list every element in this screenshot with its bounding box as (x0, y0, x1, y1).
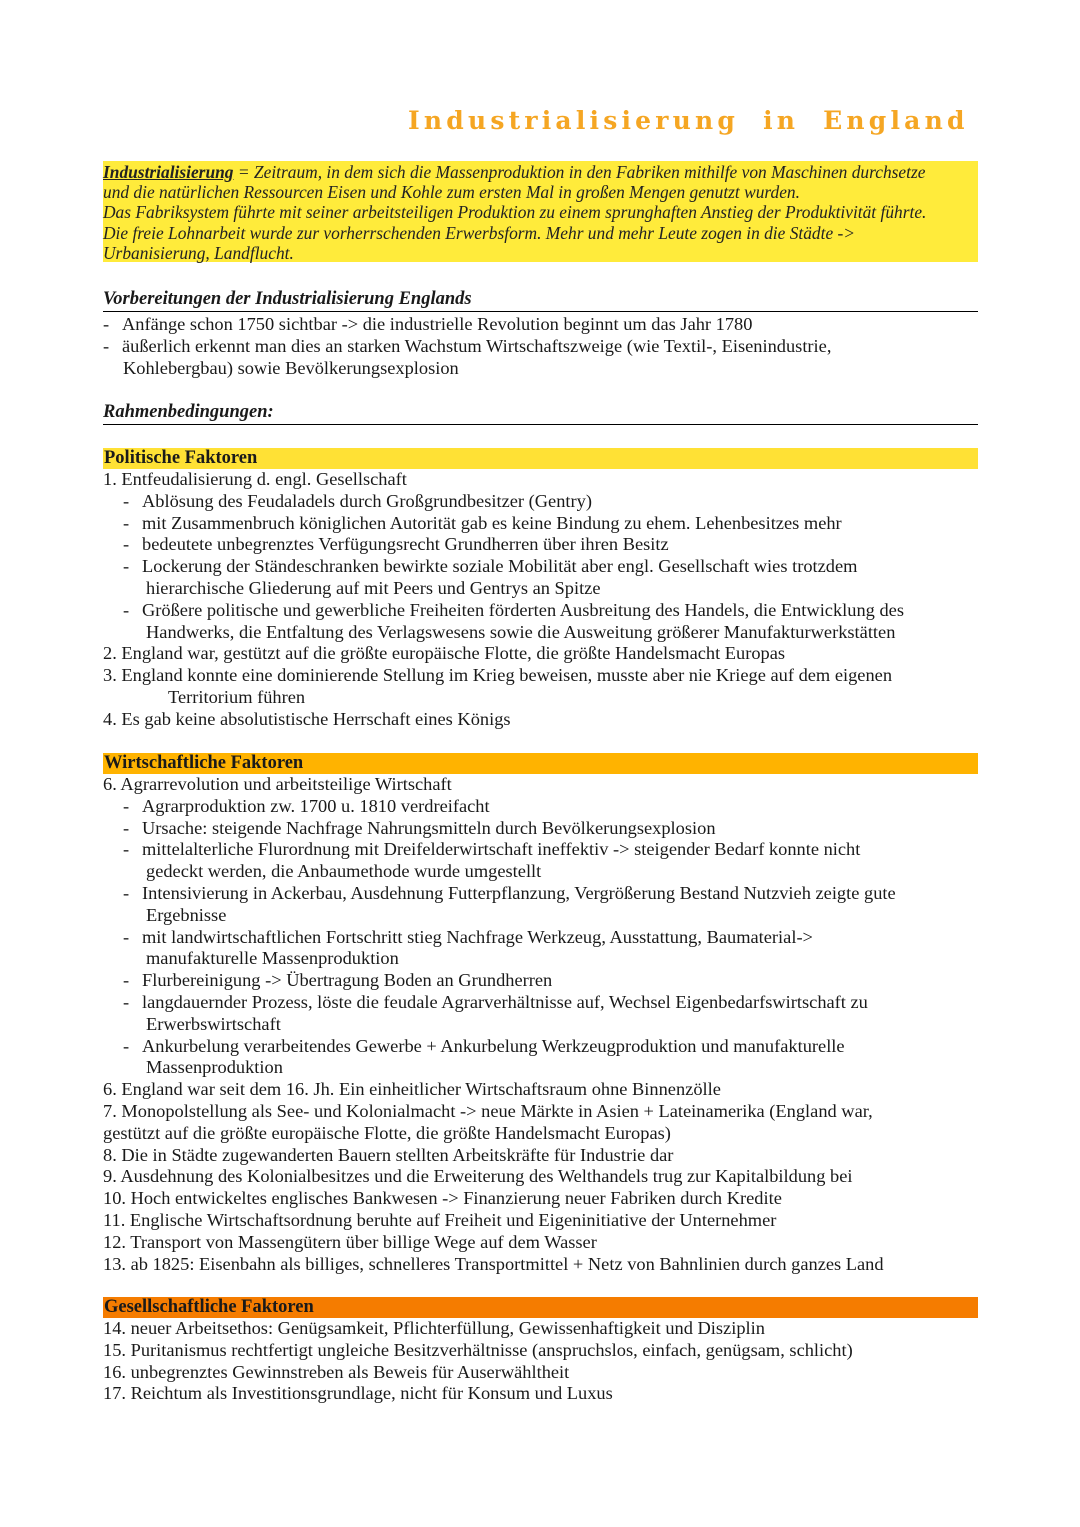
list-item-continuation: Ergebnisse (146, 904, 227, 925)
bullet-dash: - (123, 795, 130, 816)
numbered-item: 16. unbegrenztes Gewinnstreben als Beweis für Auserwähltheit (103, 1361, 570, 1382)
list-item-text: Flurbereinigung -> Übertragung Boden an Grundherren (142, 970, 553, 991)
numbered-item: 10. Hoch entwickeltes englisches Bankwesen -> Finanzierung neuer Fabriken durch Kredite (103, 1188, 782, 1209)
gesellschaftliche-faktoren-heading: Gesellschaftliche Faktoren (103, 1297, 978, 1318)
bullet-dash: - (123, 512, 130, 533)
bullet-dash: - (123, 882, 130, 903)
list-item (103, 491, 983, 513)
list-item (103, 314, 983, 336)
list-item (103, 336, 983, 358)
list-item-text: äußerlich erkennt man dies an starken Wachstum Wirtschaftszweige (wie Textil-, Eisenindustrie, (122, 335, 832, 356)
list-item-continuation: manufakturelle Massenproduktion (146, 948, 399, 969)
list-item-text: Ablösung des Feudaladels durch Großgrundbesitzer (Gentry) (142, 490, 592, 511)
bullet-dash: - (103, 314, 110, 334)
section-heading-rahmen: Rahmenbedingungen: (103, 401, 978, 425)
definition-line (103, 162, 978, 182)
list-item-text: Ursache: steigende Nachfrage Nahrungsmitteln durch Bevölkerungsexplosion (142, 817, 716, 838)
numbered-item: 6. England war seit dem 16. Jh. Ein einheitlicher Wirtschaftsraum ohne Binnenzölle (103, 1079, 721, 1100)
numbered-item: 1. Entfeudalisierung d. engl. Gesellschaft (103, 469, 407, 489)
bullet-dash: - (123, 599, 130, 620)
list-item-continuation: Territorium führen (168, 686, 306, 707)
bullet-dash: - (103, 335, 110, 356)
politische-faktoren-list (103, 469, 983, 731)
bullet-dash: - (123, 817, 130, 838)
list-item (103, 818, 983, 840)
bullet-dash: - (123, 534, 130, 555)
wirtschaftliche-faktoren-list (103, 774, 983, 1275)
list-item-text: Agrarproduktion zw. 1700 u. 1810 verdreifacht (142, 795, 490, 816)
list-item-text: mit landwirtschaftlichen Fortschritt stieg Nachfrage Werkzeug, Ausstattung, Baumaterial-> (142, 926, 813, 947)
title-word-1: Industrialisierung (408, 106, 740, 135)
bullet-dash: - (123, 991, 130, 1012)
list-item-continuation: hierarchische Gliederung auf mit Peers und Gentrys an Spitze (146, 577, 601, 598)
list-item (103, 556, 983, 578)
numbered-item: 13. ab 1825: Eisenbahn als billiges, schnelleres Transportmittel + Netz von Bahnlinien durch ganzes Land (103, 1253, 884, 1274)
list-item-text: Lockerung der Ständeschranken bewirkte soziale Mobilität aber engl. Gesellschaft wies trotzdem (142, 556, 858, 577)
numbered-item: 6. Agrarrevolution und arbeitsteilige Wirtschaft (103, 774, 452, 794)
definition-line: Urbanisierung, Landflucht. (103, 242, 294, 263)
list-item-text: mit Zusammenbruch königlichen Autorität gab es keine Bindung zu ehem. Lehenbesitzes mehr (142, 512, 842, 533)
list-item-text: Größere politische und gewerbliche Freiheiten förderten Ausbreitung des Handels, die Entwicklung des (142, 599, 904, 620)
numbered-item: 14. neuer Arbeitsethos: Genügsamkeit, Pflichterfüllung, Gewissenhaftigkeit und Disziplin (103, 1318, 765, 1338)
definition-box (103, 161, 978, 262)
list-item-text: mittelalterliche Flurordnung mit Dreifelderwirtschaft ineffektiv -> steigender Bedarf konnte nicht (142, 839, 861, 860)
list-item-continuation: Massenproduktion (146, 1057, 283, 1078)
numbered-item: 11. Englische Wirtschaftsordnung beruhte auf Freiheit und Eigeninitiative der Unternehmer (103, 1209, 777, 1230)
list-item (103, 883, 983, 905)
section-heading-vorbereitungen: Vorbereitungen der Industrialisierung Englands (103, 288, 978, 312)
numbered-item: 15. Puritanismus rechtfertigt ungleiche Besitzverhältnisse (anspruchslos, einfach, genügsam, schlicht) (103, 1339, 853, 1360)
list-item (103, 970, 983, 992)
definition-line: Die freie Lohnarbeit wurde zur vorherrschenden Erwerbsform. Mehr und mehr Leute zogen in die Städte -> (103, 222, 856, 243)
list-item-text: Ankurbelung verarbeitendes Gewerbe + Ankurbelung Werkzeugproduktion und manufakturelle (142, 1035, 845, 1056)
definition-term: Industrialisierung (103, 162, 234, 182)
bullet-dash: - (123, 556, 130, 577)
numbered-item: 12. Transport von Massengütern über billige Wege auf dem Wasser (103, 1231, 597, 1252)
list-item-continuation: Kohlebergbau) sowie Bevölkerungsexplosion (123, 357, 459, 378)
definition-text: = Zeitraum, in dem sich die Massenproduktion in den Fabriken mithilfe von Maschinen durchsetze (233, 162, 926, 182)
page-title (408, 106, 978, 135)
list-item (103, 1036, 983, 1058)
numbered-item: 7. Monopolstellung als See- und Kolonialmacht -> neue Märkte in Asien + Lateinamerika (England war, (103, 1100, 873, 1121)
numbered-item: 9. Ausdehnung des Kolonialbesitzes und die Erweiterung des Welthandels trug zur Kapitalbildung bei (103, 1166, 853, 1187)
list-item (103, 796, 983, 818)
list-item-text: bedeutete unbegrenztes Verfügungsrecht Grundherren über ihren Besitz (142, 534, 669, 555)
vorbereitungen-list (103, 314, 983, 379)
list-item (103, 600, 983, 622)
numbered-item: 3. England konnte eine dominierende Stellung im Krieg beweisen, musste aber nie Kriege auf dem eigenen (103, 665, 893, 686)
list-item-text: langdauernder Prozess, löste die feudale Agrarverhältnisse auf, Wechsel Eigenbedarfswirtschaft zu (142, 991, 868, 1012)
bullet-dash: - (123, 1035, 130, 1056)
definition-line: Das Fabriksystem führte mit seiner arbeitsteiligen Produktion zu einem sprunghaften Anstieg der Produktivität führte. (103, 202, 927, 223)
list-item-continuation: Handwerks, die Entfaltung des Verlagswesens sowie die Ausweitung größerer Manufakturwerkstätten (146, 621, 896, 642)
numbered-item: 2. England war, gestützt auf die größte europäische Flotte, die größte Handelsmacht Europas (103, 643, 786, 664)
numbered-item: 17. Reichtum als Investitionsgrundlage, nicht für Konsum und Luxus (103, 1383, 613, 1404)
gesellschaftliche-faktoren-list (103, 1318, 983, 1405)
list-item (103, 927, 983, 949)
list-item-continuation: Erwerbswirtschaft (146, 1013, 281, 1034)
list-item (103, 839, 983, 861)
title-word-3: England (823, 106, 969, 135)
numbered-item: 8. Die in Städte zugewanderten Bauern stellten Arbeitskräfte für Industrie dar (103, 1144, 674, 1165)
politische-faktoren-heading: Politische Faktoren (103, 448, 978, 469)
list-item (103, 992, 983, 1014)
list-item (103, 513, 983, 535)
title-word-2: in (763, 106, 800, 135)
list-item (103, 534, 983, 556)
numbered-item-continuation: gestützt auf die größte europäische Flotte, die größte Handelsmacht Europas) (103, 1122, 671, 1143)
numbered-item: 4. Es gab keine absolutistische Herrschaft eines Königs (103, 708, 511, 729)
bullet-dash: - (123, 926, 130, 947)
bullet-dash: - (123, 970, 130, 991)
bullet-dash: - (123, 490, 130, 511)
list-item-text: Intensivierung in Ackerbau, Ausdehnung Futterpflanzung, Vergrößerung Bestand Nutzvieh zeigte gute (142, 882, 896, 903)
wirtschaftliche-faktoren-heading: Wirtschaftliche Faktoren (103, 753, 978, 774)
definition-line: und die natürlichen Ressourcen Eisen und Kohle zum ersten Mal in großen Mengen genutzt wurden. (103, 182, 800, 203)
list-item-continuation: gedeckt werden, die Anbaumethode wurde umgestellt (146, 861, 542, 882)
list-item-text: Anfänge schon 1750 sichtbar -> die industrielle Revolution beginnt um das Jahr 1780 (122, 314, 753, 334)
bullet-dash: - (123, 839, 130, 860)
